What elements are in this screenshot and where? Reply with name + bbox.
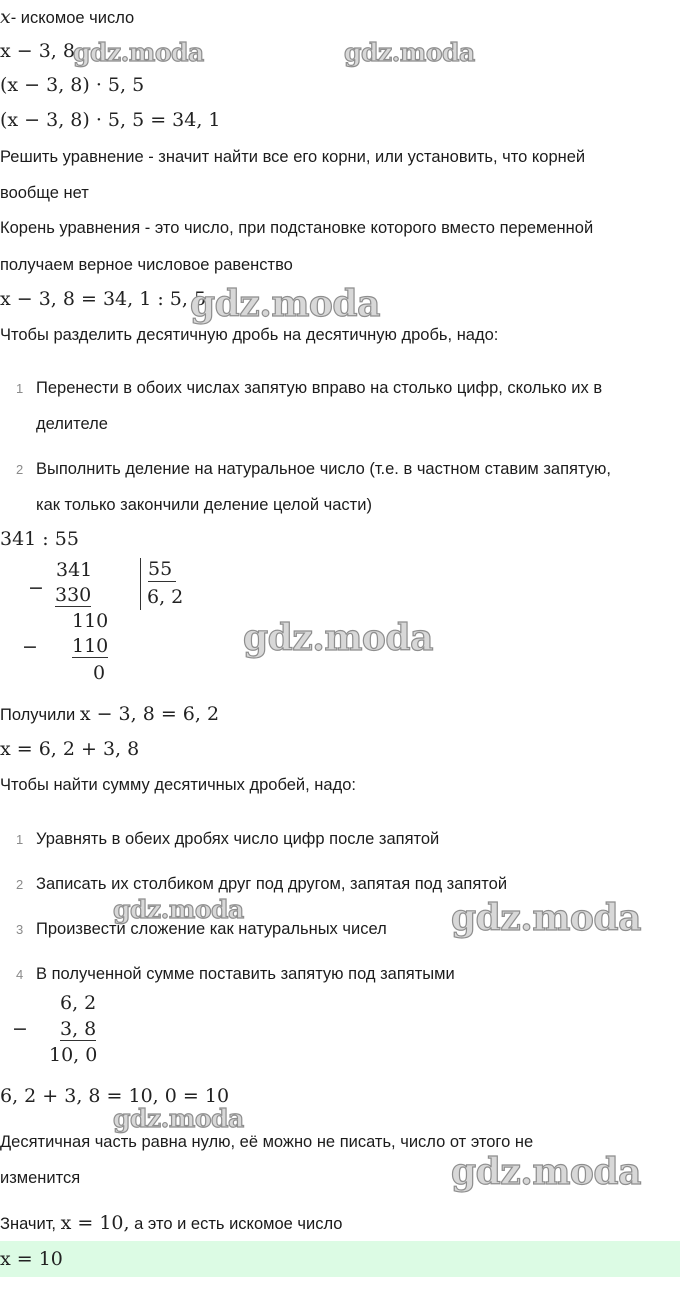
- list-item-text: Выполнить деление на натуральное число (т.е. в частном ставим запятую,: [36, 460, 611, 478]
- definition-text: - искомое число: [10, 9, 135, 27]
- addend-1: 6, 2: [60, 992, 97, 1014]
- list-item-text: В полученной сумме поставить запятую под запятыми: [36, 965, 455, 983]
- paragraph-solve-line1: Решить уравнение - значит найти все его корни, или установить, что корней: [0, 148, 586, 166]
- watermark-logo: gdz.moda: [190, 283, 380, 325]
- equation-main: (x − 3, 8) · 5, 5 = 34, 1: [0, 109, 221, 131]
- list-item-text: Уравнять в обеих дробях число цифр после запятой: [36, 830, 440, 848]
- minus-sign: −: [22, 636, 38, 658]
- list-item-text: Произвести сложение как натуральных чисел: [36, 920, 387, 938]
- watermark-logo: gdz.moda: [113, 1104, 244, 1133]
- watermark-logo: gdz.moda: [73, 38, 204, 67]
- list-number: 4: [16, 967, 24, 982]
- remainder-2: 0: [93, 662, 106, 684]
- paragraph-root-line2: получаем верное числовое равенство: [0, 256, 293, 274]
- addend-2: 3, 8: [60, 1018, 97, 1040]
- list-number: 2: [16, 462, 24, 477]
- final-equation: 6, 2 + 3, 8 = 10, 0 = 10: [0, 1085, 230, 1107]
- sum-result: 10, 0: [49, 1044, 98, 1066]
- result-label: Получили: [0, 706, 76, 724]
- paragraph-divide-rule: Чтобы разделить десятичную дробь на десятичную дробь, надо:: [0, 326, 499, 344]
- remainder-1: 110: [72, 610, 109, 632]
- answer-box: [0, 1241, 680, 1277]
- conclusion-line: [0, 1212, 342, 1234]
- dividend: 341: [56, 559, 93, 581]
- division-bracket: [140, 558, 141, 610]
- equation-division: x − 3, 8 = 34, 1 : 5, 5: [0, 288, 207, 310]
- watermark-logo: gdz.moda: [243, 617, 433, 659]
- watermark-logo: gdz.moda: [451, 897, 641, 939]
- subtrahend-1: 330: [55, 584, 92, 606]
- expr-x-minus-3-8: x − 3, 8: [0, 40, 75, 62]
- line-definition: [0, 6, 134, 28]
- answer-equation: x = 10: [0, 1248, 63, 1270]
- watermark-logo: gdz.moda: [113, 895, 244, 924]
- subtrahend-2: 110: [72, 635, 109, 657]
- x-equation: x = 6, 2 + 3, 8: [0, 738, 140, 760]
- list-item-text: как только закончили деление целой части): [36, 496, 372, 514]
- conclusion-equation: x = 10,: [60, 1212, 130, 1234]
- watermark-logo: gdz.moda: [451, 1151, 641, 1193]
- paragraph-decimal-line1: Десятичная часть равна нулю, её можно не писать, число от этого не: [0, 1133, 534, 1151]
- list-item-text: делителе: [36, 415, 108, 433]
- list-number: 1: [16, 832, 24, 847]
- conclusion-suffix: а это и есть искомое число: [134, 1215, 343, 1233]
- quotient: 6, 2: [147, 586, 184, 608]
- list-number: 2: [16, 877, 24, 892]
- variable-x: x: [0, 6, 11, 28]
- paragraph-sum-rule: Чтобы найти сумму десятичных дробей, надо:: [0, 776, 356, 794]
- operation-sign: −: [12, 1018, 28, 1040]
- expr-product: (x − 3, 8) · 5, 5: [0, 74, 145, 96]
- watermark-logo: gdz.moda: [344, 38, 475, 67]
- paragraph-solve-line2: вообще нет: [0, 184, 89, 202]
- list-item-text: Записать их столбиком друг под другом, запятая под запятой: [36, 875, 508, 893]
- paragraph-root-line1: Корень уравнения - это число, при подстановке которого вместо переменной: [0, 219, 594, 237]
- result-equation: x − 3, 8 = 6, 2: [79, 703, 220, 725]
- division-header: 341 : 55: [0, 528, 79, 550]
- result-line: [0, 703, 219, 725]
- divisor: 55: [148, 557, 176, 582]
- minus-sign: −: [28, 577, 44, 599]
- list-number: 1: [16, 381, 24, 396]
- paragraph-decimal-line2: изменится: [0, 1169, 81, 1187]
- conclusion-prefix: Значит,: [0, 1215, 57, 1233]
- list-number: 3: [16, 922, 24, 937]
- list-item-text: Перенести в обоих числах запятую вправо на столько цифр, сколько их в: [36, 379, 603, 397]
